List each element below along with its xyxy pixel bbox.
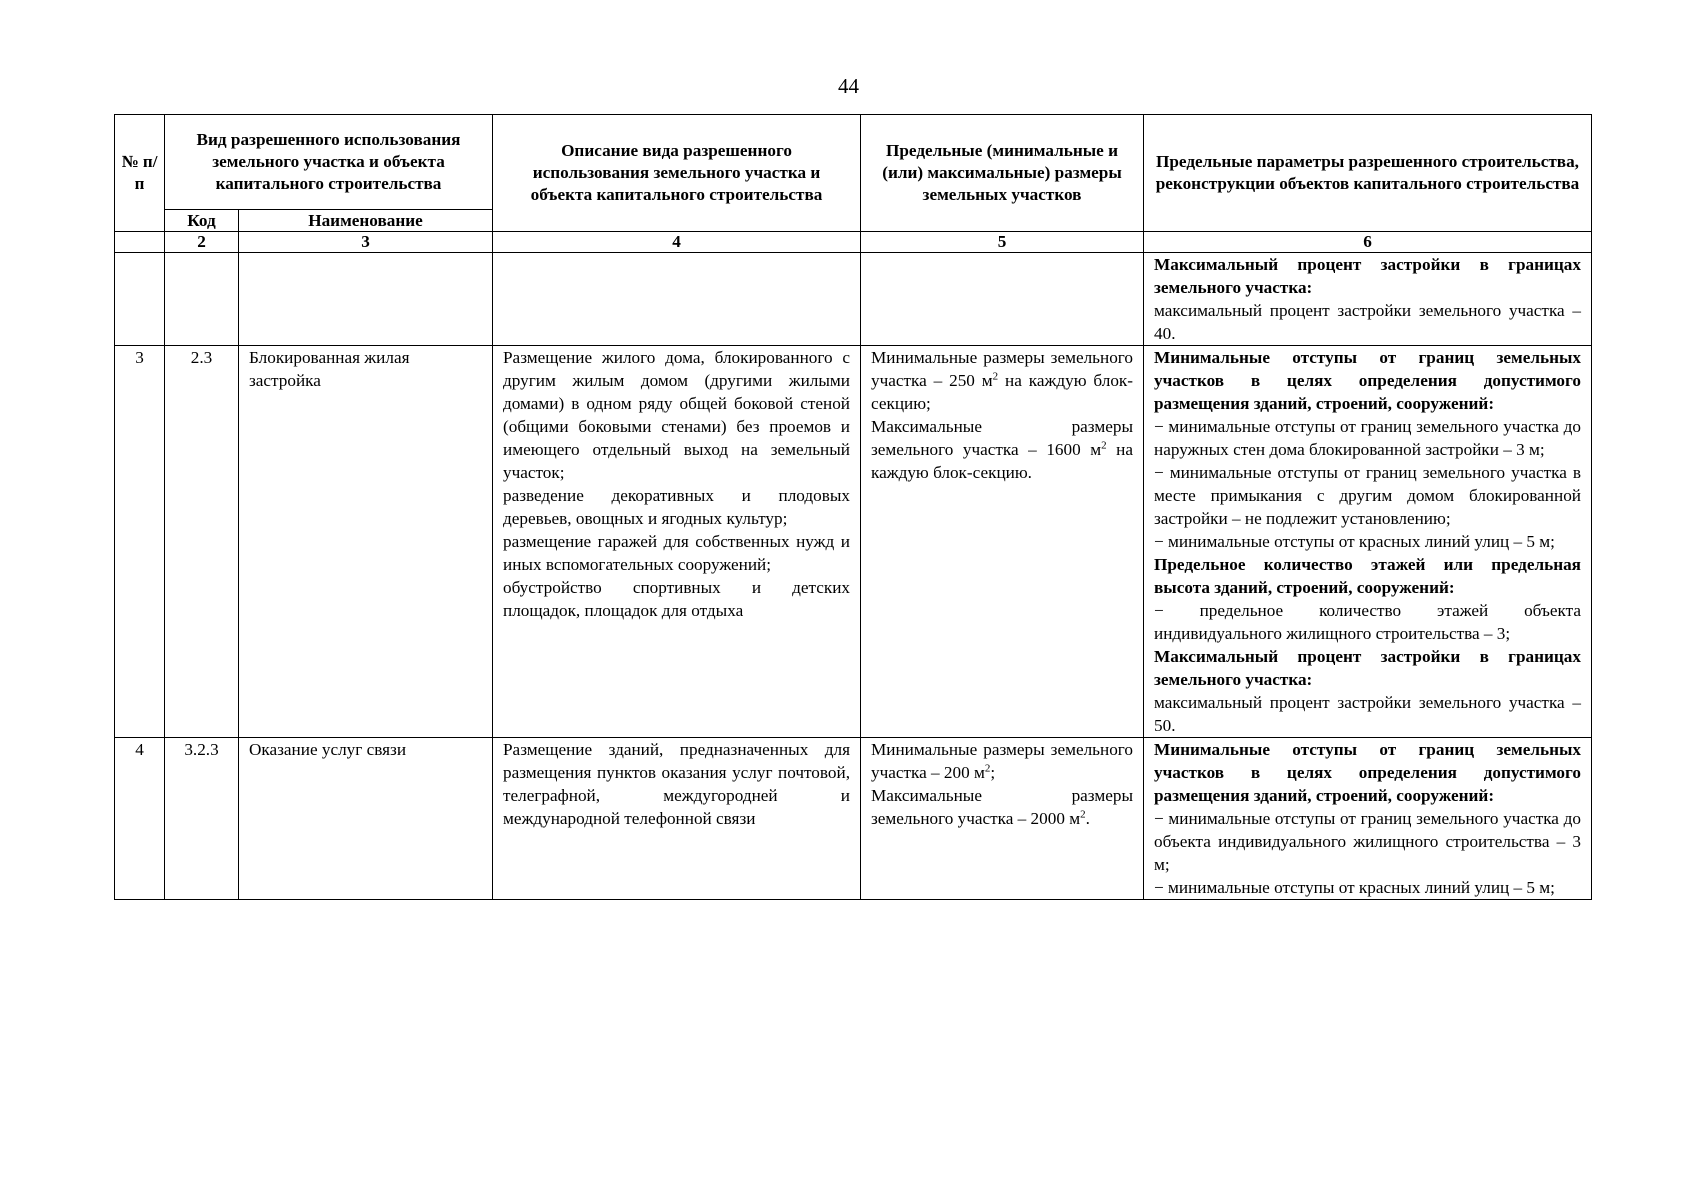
size-paragraph bbox=[871, 415, 1133, 484]
row-code: 3.2.3 bbox=[165, 738, 239, 900]
column-number: 5 bbox=[861, 232, 1144, 253]
header-kind: Вид разрешенного использования земельного участка и объекта капитального строительства bbox=[165, 115, 493, 210]
row-name: Оказание услуг связи bbox=[239, 738, 493, 900]
row-name: Блокированная жилая застройка bbox=[239, 346, 493, 738]
column-number: 3 bbox=[239, 232, 493, 253]
column-numbers-row bbox=[115, 232, 1592, 253]
size-text: Максимальные размеры земельного участка – 2000 м bbox=[871, 786, 1133, 828]
description-paragraph: обустройство спортивных и детских площадок, площадок для отдыха bbox=[503, 578, 850, 620]
row-name bbox=[239, 253, 493, 346]
size-text-end: . bbox=[1085, 809, 1090, 828]
param-item: − минимальные отступы от границ земельного участка в месте примыкания с другим домом блокированной застройки – не подлежит установлению; bbox=[1154, 463, 1581, 528]
row-code: 2.3 bbox=[165, 346, 239, 738]
param-item: − минимальные отступы от красных линий улиц – 5 м; bbox=[1154, 878, 1555, 897]
row-num: 4 bbox=[115, 738, 165, 900]
header-code: Код bbox=[165, 210, 239, 232]
param-heading: Минимальные отступы от границ земельных участков в целях определения допустимого размещения зданий, строений, сооружений: bbox=[1154, 348, 1581, 413]
row-num: 3 bbox=[115, 346, 165, 738]
column-number: 2 bbox=[165, 232, 239, 253]
row-description bbox=[493, 738, 861, 900]
param-heading: Минимальные отступы от границ земельных участков в целях определения допустимого размещения зданий, строений, сооружений: bbox=[1154, 740, 1581, 805]
size-paragraph bbox=[871, 738, 1133, 784]
size-paragraph bbox=[871, 784, 1133, 830]
header-sizes: Предельные (минимальные и (или) максимальные) размеры земельных участков bbox=[861, 115, 1144, 232]
land-use-table bbox=[114, 114, 1592, 900]
size-exponent: 2 bbox=[1080, 808, 1086, 821]
size-exponent: 2 bbox=[1101, 439, 1107, 452]
header-num: № п/ п bbox=[115, 115, 165, 232]
column-number: 4 bbox=[493, 232, 861, 253]
size-paragraph bbox=[871, 346, 1133, 415]
size-text: Максимальные размеры земельного участка – 1600 м bbox=[871, 417, 1133, 459]
size-text-end: на каждую блок-секцию; bbox=[871, 371, 1133, 413]
row-description bbox=[493, 346, 861, 738]
param-item: максимальный процент застройки земельного участка – 50. bbox=[1154, 693, 1581, 735]
row-sizes bbox=[861, 253, 1144, 346]
table-row bbox=[115, 738, 1592, 900]
size-text: Минимальные размеры земельного участка – 200 м bbox=[871, 740, 1133, 782]
description-paragraph: Размещение жилого дома, блокированного с другим жилым домом (другими жилыми домами) в одном ряду общей боковой стеной (общими боковыми стенами) без проемов и имеющего отдельный выход на земельный участок; bbox=[503, 348, 850, 482]
param-item: − минимальные отступы от границ земельного участка до объекта индивидуального жилищного строительства – 3 м; bbox=[1154, 809, 1581, 874]
description-paragraph: Размещение зданий, предназначенных для размещения пунктов оказания услуг почтовой, телеграфной, междугородней и международной телефонной связи bbox=[503, 740, 850, 828]
row-sizes bbox=[861, 346, 1144, 738]
row-params bbox=[1144, 738, 1592, 900]
row-sizes bbox=[861, 738, 1144, 900]
row-params bbox=[1144, 253, 1592, 346]
param-item: − минимальные отступы от границ земельного участка до наружных стен дома блокированной застройки – 3 м; bbox=[1154, 417, 1581, 459]
header-description: Описание вида разрешенного использования земельного участка и объекта капитального строительства bbox=[493, 115, 861, 232]
row-description bbox=[493, 253, 861, 346]
param-item: максимальный процент застройки земельного участка – 40. bbox=[1154, 301, 1581, 343]
table-row bbox=[115, 346, 1592, 738]
table-row bbox=[115, 253, 1592, 346]
column-number: 6 bbox=[1144, 232, 1592, 253]
column-number bbox=[115, 232, 165, 253]
row-params bbox=[1144, 346, 1592, 738]
size-exponent: 2 bbox=[992, 370, 999, 383]
param-heading: Максимальный процент застройки в границах земельного участка: bbox=[1154, 255, 1581, 297]
row-num bbox=[115, 253, 165, 346]
param-heading: Максимальный процент застройки в границах земельного участка: bbox=[1154, 647, 1581, 689]
description-paragraph: размещение гаражей для собственных нужд и иных вспомогательных сооружений; bbox=[503, 532, 850, 574]
param-heading: Предельное количество этажей или предельная высота зданий, строений, сооружений: bbox=[1154, 555, 1581, 597]
description-paragraph: разведение декоративных и плодовых деревьев, овощных и ягодных культур; bbox=[503, 486, 850, 528]
size-text-end: ; bbox=[990, 763, 996, 782]
header-name: Наименование bbox=[239, 210, 493, 232]
size-text-end: на каждую блок-секцию. bbox=[871, 440, 1134, 482]
page-number: 44 bbox=[838, 74, 859, 98]
size-text: Минимальные размеры земельного участка – 250 м bbox=[871, 348, 1133, 390]
size-exponent: 2 bbox=[984, 762, 991, 775]
header-params: Предельные параметры разрешенного строительства, реконструкции объектов капитального строительства bbox=[1144, 115, 1592, 232]
param-item: − минимальные отступы от красных линий улиц – 5 м; bbox=[1154, 532, 1555, 551]
row-code bbox=[165, 253, 239, 346]
param-item: − предельное количество этажей объекта индивидуального жилищного строительства – 3; bbox=[1154, 601, 1581, 643]
